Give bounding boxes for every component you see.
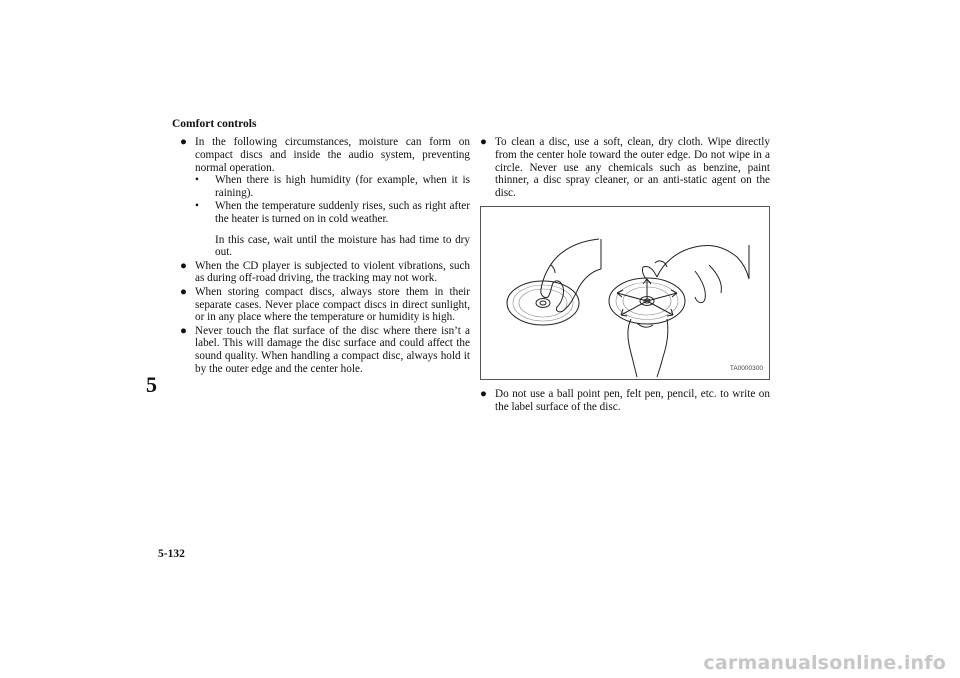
support-hand-icon	[628, 319, 637, 377]
left-column	[180, 136, 470, 376]
wiping-hand-icon	[657, 245, 749, 279]
right-column	[480, 136, 770, 414]
bullet-text: When storing compact discs, always store them in their separate cases. Never place compact discs in direct sunlight, or in any place where the temperature or humidity is high.	[195, 285, 470, 324]
bullet-icon: ●	[180, 136, 187, 148]
list-item	[180, 260, 470, 286]
watermark[interactable]: carmanualsonline.info	[703, 652, 946, 674]
bullet-icon: ●	[180, 285, 187, 298]
bullet-text: In the following circumstances, moisture can form on compact discs and inside the audio system, preventing normal operation.	[195, 136, 470, 174]
figure-code: TA0000300	[729, 365, 763, 373]
list-item	[480, 388, 770, 414]
bullet-text: To clean a disc, use a soft, clean, dry cloth. Wipe directly from the center hole toward the outer edge. Do not wipe in a circle. Never use any chemicals such as benzine, paint thinner, a disc spray cleaner, or an anti-static agent on the disc.	[495, 136, 770, 200]
bullet-icon: ●	[480, 136, 487, 148]
chapter-tab: 5	[146, 372, 157, 397]
disc-left-icon	[507, 281, 579, 325]
bullet-text: Do not use a ball point pen, felt pen, pencil, etc. to write on the label surface of the disc.	[495, 387, 770, 413]
bullet-text: Never touch the flat surface of the disc where there isn’t a label. This will damage the disc surface and could affect the sound quality. When handling a compact disc, always hold it by the outer edge and the center hole.	[195, 324, 470, 376]
list-item	[180, 325, 470, 376]
page-number: 5-132	[158, 548, 185, 560]
list-item	[180, 136, 470, 259]
sub-item-text: When there is high humidity (for example, when it is raining).	[215, 174, 470, 200]
sub-list-item	[195, 174, 470, 200]
sub-item-text: When the temperature suddenly rises, such as right after the heater is turned on in cold weather.	[215, 199, 470, 225]
disc-handling-illustration	[480, 206, 770, 380]
disc-illustration-graphic	[481, 207, 769, 379]
sub-bullet-icon: •	[195, 174, 199, 187]
left-hand-icon	[541, 239, 601, 312]
list-item	[480, 136, 770, 200]
wipe-direction-arrows-icon	[617, 279, 677, 316]
list-item	[180, 286, 470, 324]
bullet-icon: ●	[180, 324, 187, 337]
section-header: Comfort controls	[172, 118, 257, 130]
bullet-icon: ●	[480, 387, 487, 400]
note-text: In this case, wait until the moisture has had time to dry out.	[215, 233, 470, 259]
sub-list-item	[195, 200, 470, 226]
bullet-text: When the CD player is subjected to violent vibrations, such as during off-road driving, the tracking may not work.	[195, 259, 470, 285]
sub-bullet-icon: •	[195, 199, 199, 212]
bullet-icon: ●	[180, 259, 187, 272]
